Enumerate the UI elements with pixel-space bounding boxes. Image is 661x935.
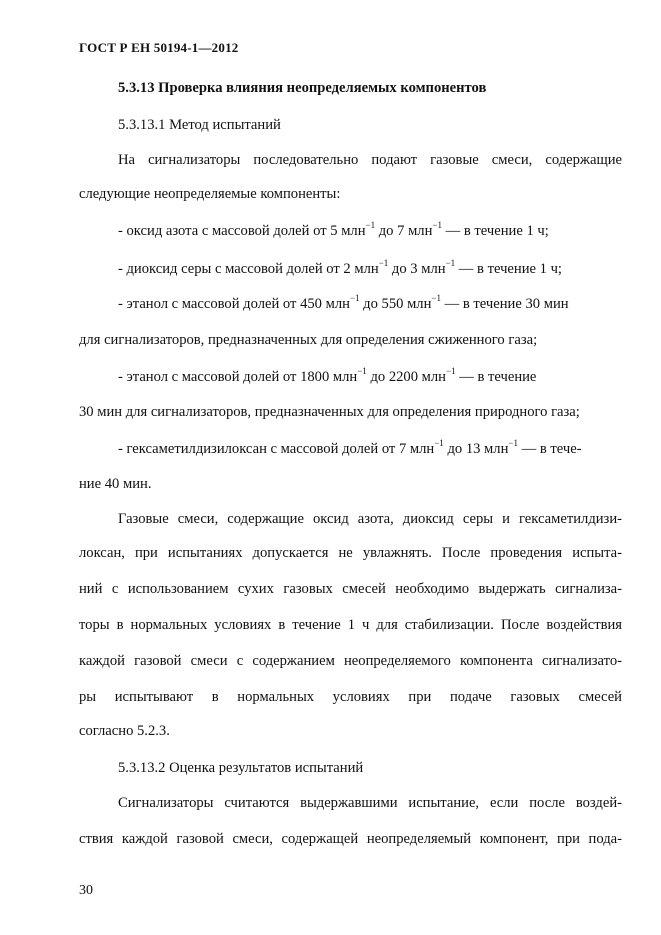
item-text: - диоксид серы с массовой долей от 2 млн — [118, 261, 379, 277]
item-text: — в тече- — [517, 441, 582, 457]
paragraph-line: каждой газовой смеси с содержанием неопределяемого компонента сигнализато- — [79, 653, 622, 669]
item-text: до 3 млн — [388, 261, 446, 277]
list-item-hexamethyldisiloxane — [118, 440, 622, 458]
exponent: −1 — [349, 293, 360, 303]
list-item-ethanol-natural-gas — [118, 368, 622, 386]
list-item-nitrogen-oxide — [118, 222, 622, 240]
list-item-ethanol-lpg-cont: для сигнализаторов, предназначенных для определения сжиженного газа; — [79, 332, 538, 348]
subsection-title-method: 5.3.13.1 Метод испытаний — [118, 117, 281, 133]
paragraph-line: локсан, при испытаниях допускается не увлажнять. После проведения испыта- — [79, 545, 622, 561]
item-text: - гексаметилдизилоксан с массовой долей от 7 млн — [118, 441, 435, 457]
item-text: — в течение 30 мин — [440, 296, 569, 312]
list-item-hexamethyldisiloxane-cont: ние 40 мин. — [79, 476, 152, 492]
paragraph-line: ры испытывают в нормальных условиях при подаче газовых смесей — [79, 689, 622, 705]
item-text: — в течение — [455, 369, 537, 385]
list-item-sulfur-dioxide — [118, 260, 622, 278]
paragraph-line: Сигнализаторы считаются выдержавшими испытание, если после воздей- — [118, 795, 622, 811]
intro-line-2: следующие неопределяемые компоненты: — [79, 186, 341, 202]
item-text: до 13 млн — [443, 441, 509, 457]
item-text: — в течение 1 ч; — [455, 261, 562, 277]
exponent: −1 — [432, 220, 442, 230]
item-text: — в течение 1 ч; — [441, 223, 549, 239]
exponent: −1 — [365, 220, 376, 230]
item-text: - оксид азота с массовой долей от 5 млн — [118, 223, 366, 239]
section-title: 5.3.13 Проверка влияния неопределяемых компонентов — [118, 80, 487, 96]
item-text: до 2200 млн — [366, 369, 446, 385]
intro-line-1: На сигнализаторы последовательно подают газовые смеси, содержащие — [118, 152, 622, 168]
list-item-ethanol-natural-gas-cont: 30 мин для сигнализаторов, предназначенных для определения природного газа; — [79, 404, 580, 420]
subsection-title-evaluation: 5.3.13.2 Оценка результатов испытаний — [118, 760, 364, 776]
exponent: −1 — [357, 366, 367, 376]
paragraph-line: ний с использованием сухих газовых смесей необходимо выдержать сигнализа- — [79, 581, 622, 597]
item-text: - этанол с массовой долей от 1800 млн — [118, 369, 358, 385]
paragraph-line: Газовые смеси, содержащие оксид азота, диоксид серы и гексаметилдизи- — [118, 511, 622, 527]
exponent: −1 — [445, 258, 456, 268]
item-text: до 550 млн — [359, 296, 432, 312]
exponent: −1 — [446, 366, 456, 376]
list-item-ethanol-lpg — [118, 295, 622, 313]
paragraph-line: торы в нормальных условиях в течение 1 ч для стабилизации. После воздействия — [79, 617, 622, 633]
page-number: 30 — [79, 883, 93, 898]
exponent: −1 — [508, 438, 518, 448]
exponent: −1 — [431, 293, 441, 303]
item-text: до 7 млн — [375, 223, 433, 239]
paragraph-line: ствия каждой газовой смеси, содержащей неопределяемый компонент, при пода- — [79, 831, 622, 847]
paragraph-line: согласно 5.2.3. — [79, 723, 170, 739]
item-text: - этанол с массовой долей от 450 млн — [118, 296, 350, 312]
exponent: −1 — [378, 258, 389, 268]
exponent: −1 — [434, 438, 444, 448]
document-code: ГОСТ Р ЕН 50194-1—2012 — [79, 40, 239, 55]
